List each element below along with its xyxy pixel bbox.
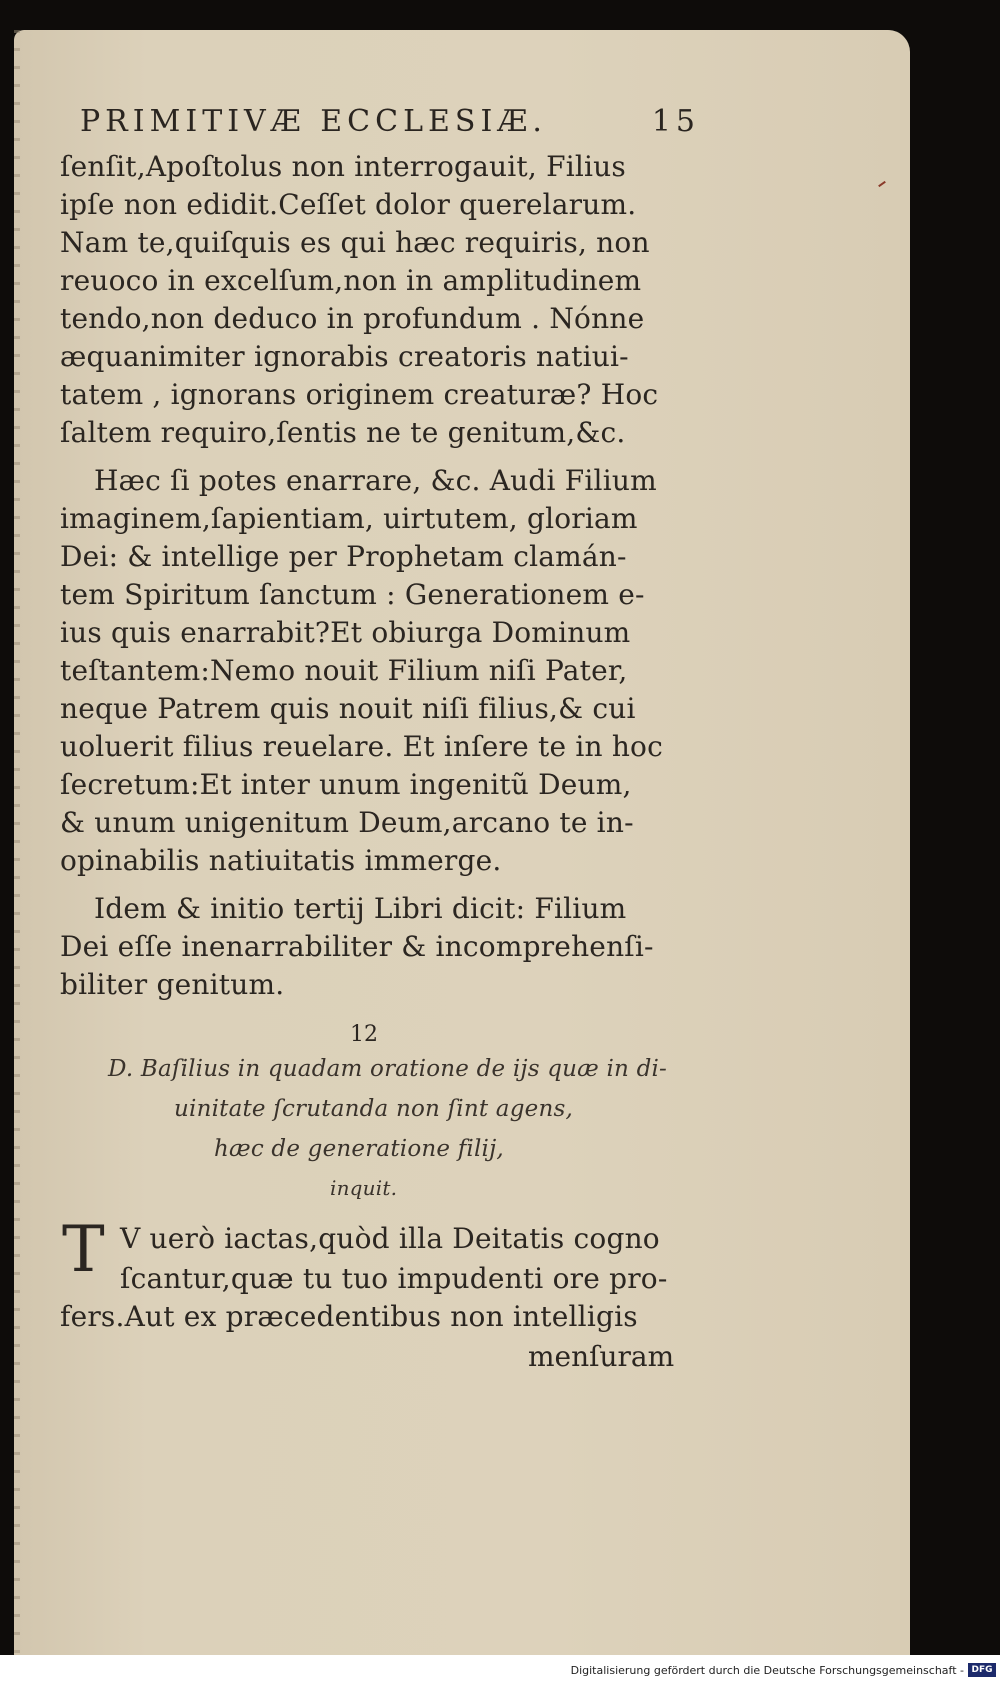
text-line: opinabilis natiuitatis immerge. [60, 844, 502, 877]
heading-line: inquit. [330, 1176, 398, 1200]
text-line: tatem , ignorans originem creaturæ? Hoc [60, 378, 659, 411]
drop-cap: T [62, 1213, 105, 1287]
page-edge-thread [14, 30, 20, 1655]
footer-credit: Digitalisierung gefördert durch die Deutsche Forschungsgemeinschaft - [570, 1664, 964, 1677]
text-line: tem Spiritum ſanctum : Generationem e- [60, 578, 645, 611]
text-line: ſenſit,Apoſtolus non interrogauit, Filius [60, 150, 626, 183]
text-line: Idem & initio tertij Libri dicit: Filium [94, 892, 627, 925]
text-line: ipſe non edidit.Ceſſet dolor querelarum. [60, 188, 637, 221]
heading-line: uinitate ſcrutanda non ſint agens, [174, 1096, 573, 1122]
text-line: ſcantur,quæ tu tuo impudenti ore pro- [120, 1262, 668, 1295]
catchword: menſuram [528, 1340, 675, 1373]
text-line: tendo,non deduco in profundum . Nónne [60, 302, 645, 335]
text-line: Dei: & intellige per Prophetam clamán- [60, 540, 627, 573]
text-line: teſtantem:Nemo nouit Filium niſi Pater, [60, 654, 628, 687]
text-line: æquanimiter ignorabis creatoris natiui- [60, 340, 629, 373]
text-line: reuoco in excelſum,non in amplitudinem [60, 264, 642, 297]
text-line: fers.Aut ex præcedentibus non intelligis [60, 1300, 638, 1333]
running-title: PRIMITIVÆ ECCLESIÆ. [80, 104, 547, 139]
text-line: Nam te,quiſquis es qui hæc requiris, non [60, 226, 650, 259]
text-line: ſecretum:Et inter unum ingenitũ Deum, [60, 768, 632, 801]
text-line: neque Patrem quis nouit niſi filius,& cui [60, 692, 636, 725]
text-line: ſaltem requiro,ſentis ne te genitum,&c. [60, 416, 626, 449]
text-line: uoluerit filius reuelare. Et inſere te in hoc [60, 730, 663, 763]
dfg-logo: DFG [968, 1663, 996, 1677]
text-line: Dei eſſe inenarrabiliter & incomprehenſi- [60, 930, 654, 963]
running-header [80, 104, 700, 139]
section-number: 12 [350, 1022, 378, 1047]
text-line: ius quis enarrabit?Et obiurga Dominum [60, 616, 631, 649]
heading-line: D. Baſilius in quadam oratione de ijs quæ in di- [108, 1056, 668, 1082]
heading-line: hæc de generatione filij, [214, 1136, 504, 1162]
page-number: 15 [651, 104, 700, 139]
text-line: biliter genitum. [60, 968, 285, 1001]
text-line: & unum unigenitum Deum,arcano te in- [60, 806, 634, 839]
text-line: V uerò iactas,quòd illa Deitatis cogno [120, 1222, 660, 1255]
text-line: imaginem,ſapientiam, uirtutem, gloriam [60, 502, 638, 535]
text-line: Hæc ſi potes enarrare, &c. Audi Filium [94, 464, 657, 497]
